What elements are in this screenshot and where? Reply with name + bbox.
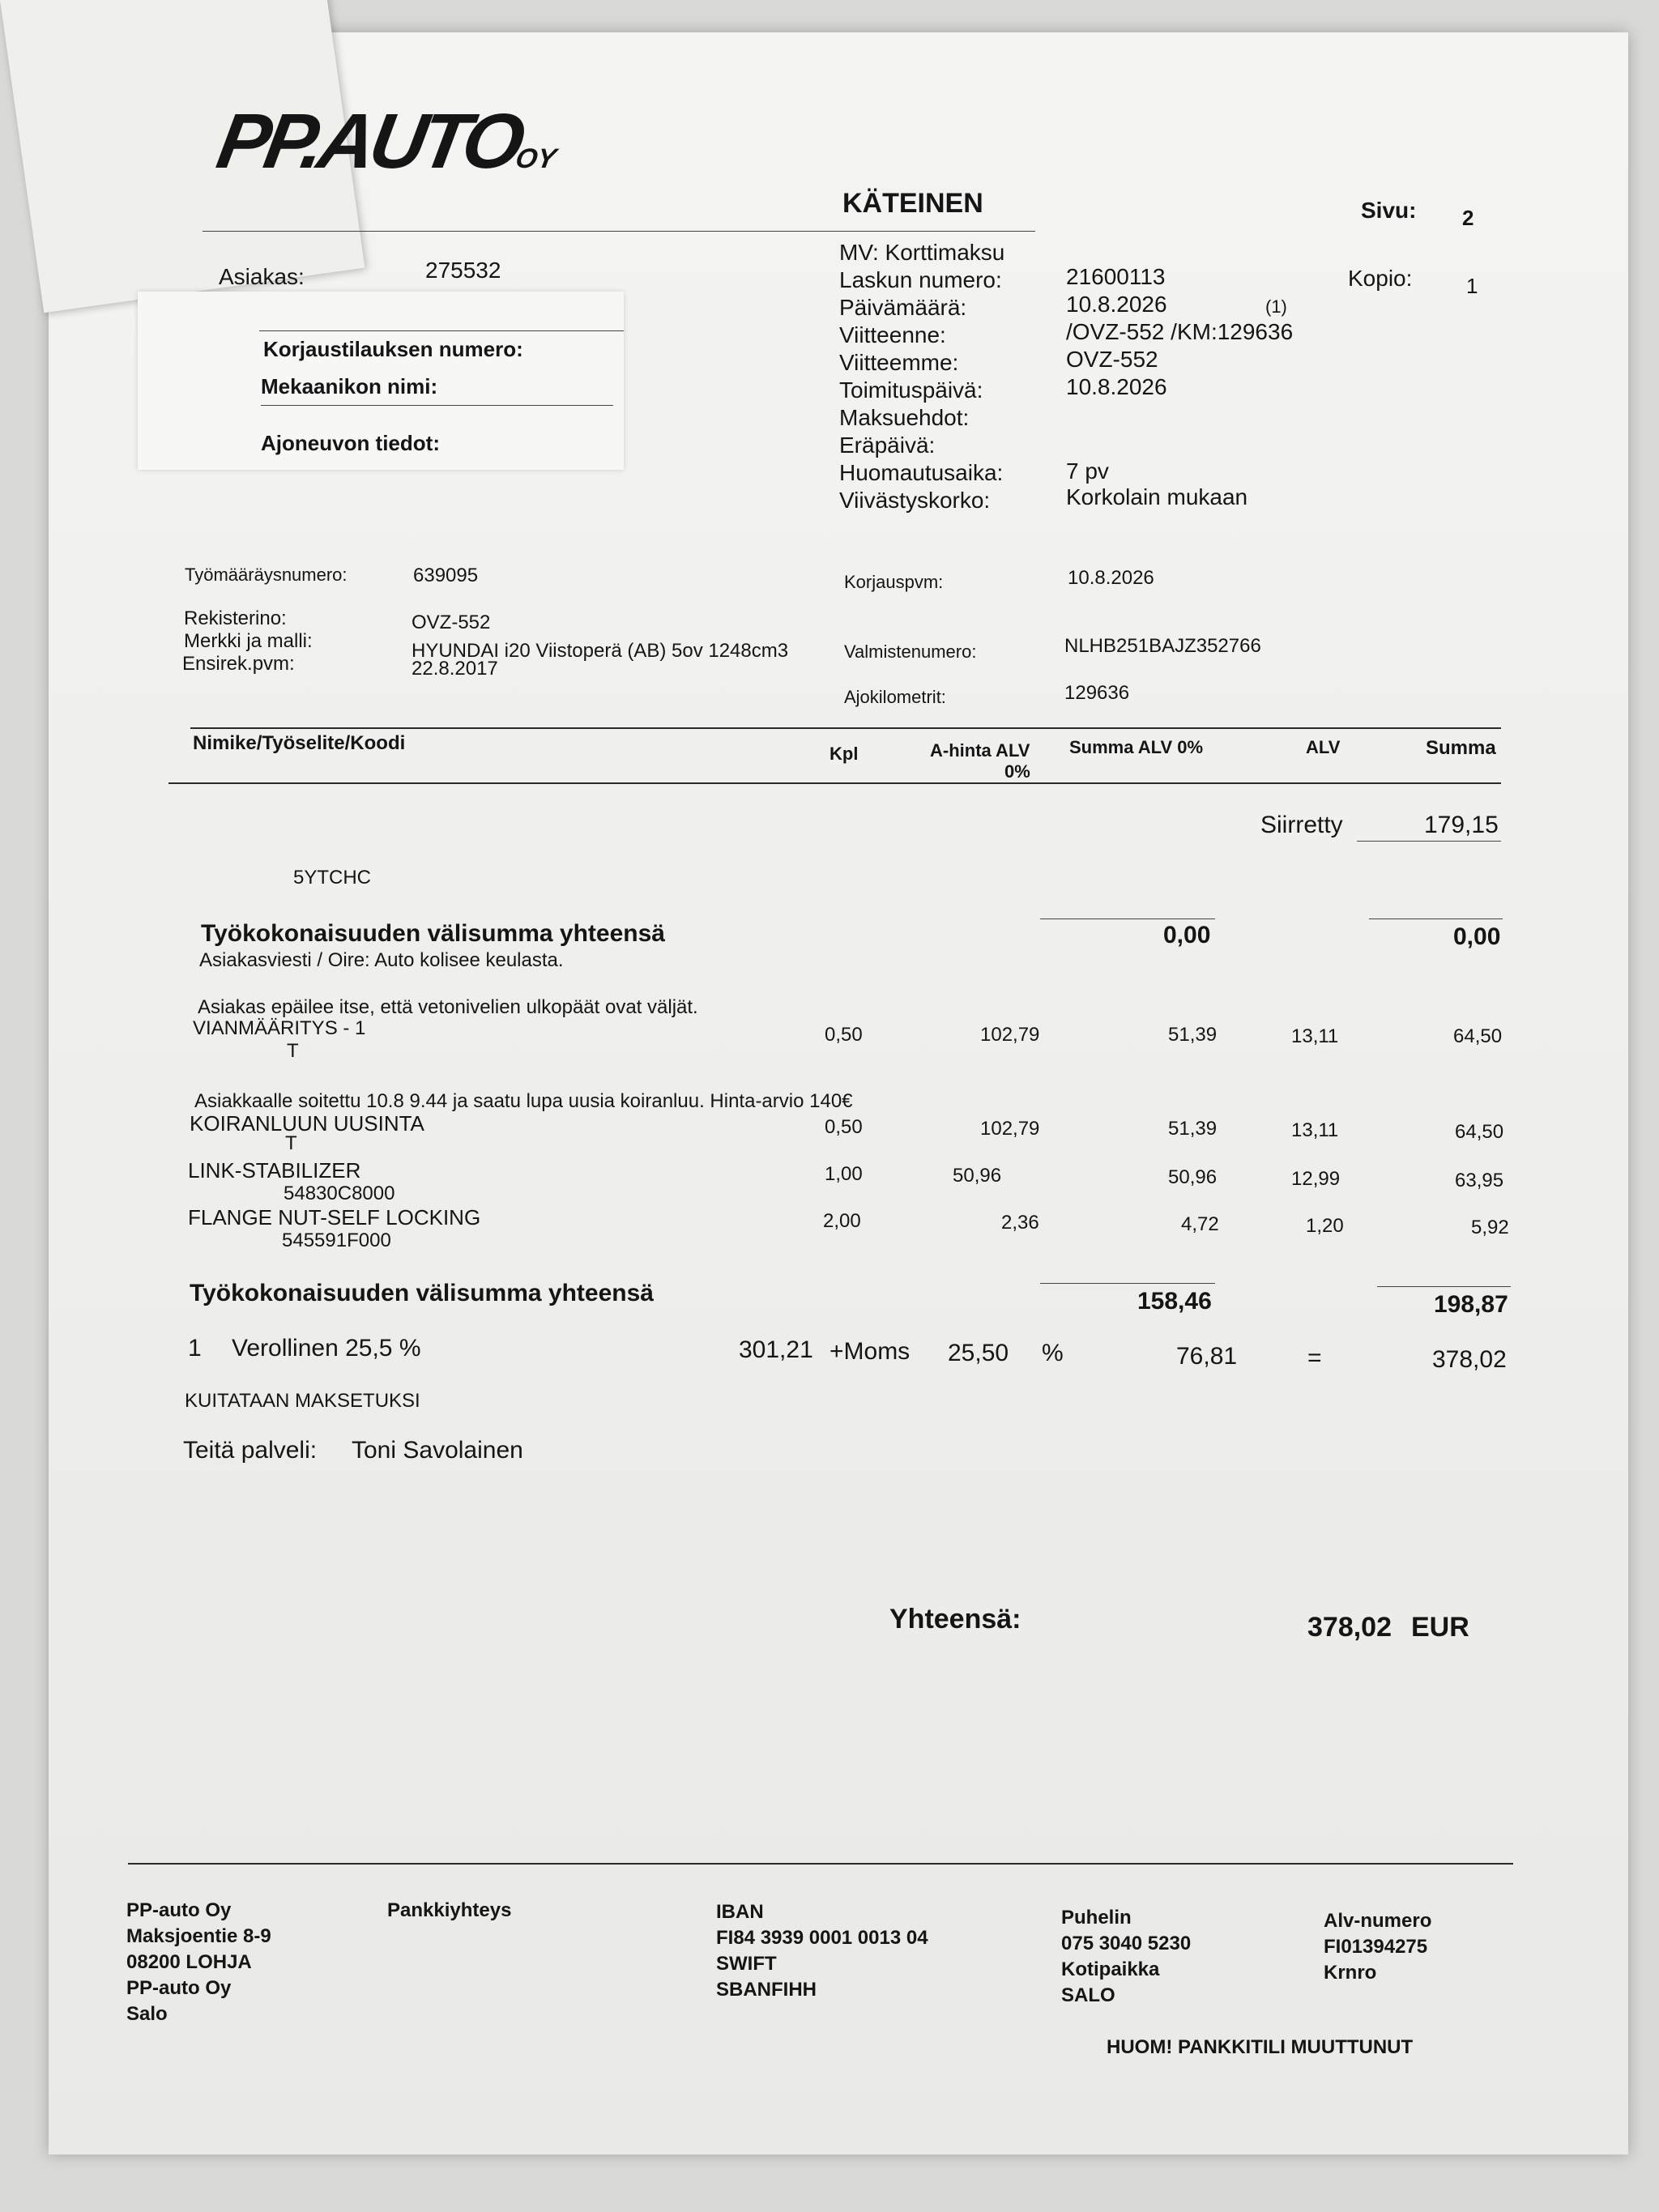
your-reference: /OVZ-552 /KM:129636 bbox=[1066, 319, 1294, 344]
page-label: Sivu: bbox=[1361, 198, 1417, 223]
company-logo: PP.AUTOOY bbox=[211, 98, 559, 185]
mechanic-label: Mekaanikon nimi: bbox=[261, 374, 438, 399]
subtotal2-rule bbox=[1377, 1286, 1511, 1287]
customer-label: Asiakas: bbox=[219, 264, 305, 289]
line-item-price: 2,36 bbox=[1001, 1212, 1039, 1234]
repair-date-label: Korjauspvm: bbox=[844, 572, 944, 592]
served-label: Teitä palveli: bbox=[183, 1437, 318, 1464]
line-item-sum-excl: 50,96 bbox=[1168, 1166, 1218, 1188]
invoice-date: 10.8.2026 bbox=[1066, 292, 1167, 317]
detail-label: Eräpäivä: bbox=[839, 433, 936, 458]
col-item: Nimike/Työselite/Koodi bbox=[193, 732, 406, 754]
subtotal2-sum-excl: 158,46 bbox=[1137, 1288, 1212, 1315]
copy-value: 1 bbox=[1466, 274, 1478, 298]
col-unit-price: A-hinta ALV bbox=[930, 740, 1030, 761]
mechanic-rule bbox=[261, 405, 613, 406]
payment-type: KÄTEINEN bbox=[842, 188, 983, 219]
subtotal2-rule bbox=[1040, 1283, 1215, 1284]
col-sum: Summa bbox=[1426, 737, 1496, 759]
subtotal1-sum: 0,00 bbox=[1453, 923, 1501, 950]
line-item-sub: 545591F000 bbox=[282, 1230, 391, 1251]
vin-label: Valmistenumero: bbox=[844, 641, 977, 662]
footer-vat: Alv-numero FI01394275 Krnro bbox=[1324, 1910, 1432, 1984]
page-value: 2 bbox=[1462, 206, 1474, 230]
work-order-label: Työmääräysnumero: bbox=[185, 565, 348, 585]
table-top-rule bbox=[190, 727, 1501, 729]
km-value: 129636 bbox=[1064, 682, 1130, 704]
work-order-value: 639095 bbox=[413, 565, 479, 586]
tax-base: 301,21 bbox=[739, 1336, 813, 1363]
line-item-price: 102,79 bbox=[980, 1118, 1040, 1140]
table-header-rule bbox=[168, 782, 1501, 784]
tax-total: 378,02 bbox=[1432, 1346, 1507, 1373]
line-item-sum: 63,95 bbox=[1455, 1170, 1504, 1191]
footer-contact: Puhelin 075 3040 5230 Kotipaikka SALO bbox=[1061, 1907, 1192, 2006]
col-sum-excl: Summa ALV 0% bbox=[1069, 737, 1204, 757]
line-item-sub: T bbox=[287, 1040, 299, 1062]
carried-rule bbox=[1357, 841, 1501, 842]
make-value: HYUNDAI i20 Viistoperä (AB) 5ov 1248cm3 bbox=[412, 640, 789, 662]
work-code: 5YTCHC bbox=[293, 867, 372, 889]
line-item-sum: 64,50 bbox=[1453, 1025, 1503, 1047]
tax-num: 1 bbox=[188, 1335, 202, 1362]
first-reg-label: Ensirek.pvm: bbox=[182, 653, 295, 675]
header-rule bbox=[203, 231, 1035, 232]
line-item-price: 102,79 bbox=[980, 1024, 1040, 1046]
footer-bank: IBAN FI84 3939 0001 0013 04 SWIFT SBANFIHH bbox=[716, 1901, 928, 2001]
reg-value: OVZ-552 bbox=[412, 612, 491, 633]
tax-amount: 76,81 bbox=[1176, 1343, 1238, 1370]
line-item-vat: 13,11 bbox=[1291, 1119, 1339, 1141]
line-item-qty: 0,50 bbox=[825, 1116, 863, 1138]
line-item-qty: 1,00 bbox=[825, 1163, 863, 1185]
line-item-sum-excl: 4,72 bbox=[1181, 1213, 1219, 1235]
total-value: 378,02 bbox=[1307, 1612, 1392, 1643]
invoice-number: 21600113 bbox=[1066, 264, 1166, 289]
detail-label: MV: Korttimaksu bbox=[839, 240, 1005, 265]
served-value: Toni Savolainen bbox=[352, 1437, 523, 1464]
detail-label: Viitteemme: bbox=[839, 350, 959, 375]
total-currency: EUR bbox=[1411, 1612, 1469, 1643]
subtotal1-sum-excl: 0,00 bbox=[1163, 922, 1211, 948]
line-item-sum: 64,50 bbox=[1455, 1121, 1504, 1143]
make-label: Merkki ja malli: bbox=[184, 630, 313, 652]
our-reference: OVZ-552 bbox=[1066, 347, 1158, 372]
footer-address: PP-auto Oy Maksjoentie 8-9 08200 LOHJA PP-auto Oy Salo bbox=[126, 1899, 271, 2025]
line-item-name: FLANGE NUT-SELF LOCKING bbox=[188, 1205, 481, 1230]
subtotal1-rule bbox=[1040, 918, 1215, 919]
detail-label: Toimituspäivä: bbox=[839, 377, 983, 403]
footer-rule bbox=[128, 1863, 1513, 1865]
subtotal1-label: Työkokonaisuuden välisumma yhteensä bbox=[201, 920, 665, 947]
line-item-sum-excl: 51,39 bbox=[1168, 1024, 1218, 1046]
line-item-qty: 2,00 bbox=[823, 1210, 861, 1232]
line-item-sum-excl: 51,39 bbox=[1168, 1118, 1218, 1140]
tax-rate: 25,50 bbox=[948, 1340, 1009, 1366]
first-reg-value: 22.8.2017 bbox=[412, 658, 498, 680]
line-item-price: 50,96 bbox=[953, 1165, 1002, 1187]
subtotal2-sum: 198,87 bbox=[1434, 1291, 1508, 1318]
delivery-date: 10.8.2026 bbox=[1066, 374, 1167, 399]
repair-date-value: 10.8.2026 bbox=[1068, 567, 1154, 589]
reg-label: Rekisterino: bbox=[184, 607, 287, 629]
line-item-name: KOIRANLUUN UUSINTA bbox=[190, 1111, 424, 1136]
note: Asiakas epäilee itse, että vetonivelien ulkopäät ovat väljät. bbox=[198, 996, 698, 1018]
line-item-name: VIANMÄÄRITYS - 1 bbox=[193, 1017, 366, 1039]
col-unit-price-2: 0% bbox=[1004, 761, 1030, 782]
line-item-sub: T bbox=[285, 1132, 297, 1154]
bank-change-notice: HUOM! PANKKITILI MUUTTUNUT bbox=[1107, 2036, 1414, 2058]
km-label: Ajokilometrit: bbox=[844, 687, 946, 707]
line-item-sub: 54830C8000 bbox=[284, 1183, 395, 1204]
tax-moms: +Moms bbox=[830, 1338, 911, 1365]
col-vat: ALV bbox=[1306, 737, 1341, 757]
notice-period: 7 pv bbox=[1066, 458, 1109, 484]
line-item-vat: 13,11 bbox=[1291, 1025, 1339, 1047]
subtotal2-label: Työkokonaisuuden välisumma yhteensä bbox=[190, 1280, 654, 1306]
detail-label: Viivästyskorko: bbox=[839, 488, 991, 513]
detail-label: Päivämäärä: bbox=[839, 295, 967, 320]
line-item-vat: 12,99 bbox=[1291, 1168, 1341, 1190]
bank-label: Pankkiyhteys bbox=[387, 1899, 512, 1921]
col-qty: Kpl bbox=[830, 744, 859, 764]
subtotal1-rule bbox=[1369, 918, 1503, 919]
detail-label: Maksuehdot: bbox=[839, 405, 970, 430]
date-note: (1) bbox=[1265, 296, 1287, 317]
detail-label: Laskun numero: bbox=[839, 267, 1002, 292]
customer-value: 275532 bbox=[425, 258, 501, 283]
line-item-qty: 0,50 bbox=[825, 1024, 863, 1046]
vehicle-info-label: Ajoneuvon tiedot: bbox=[261, 431, 440, 455]
detail-label: Huomautusaika: bbox=[839, 460, 1004, 485]
line-item-sum: 5,92 bbox=[1471, 1217, 1509, 1238]
tax-label: Verollinen 25,5 % bbox=[232, 1335, 421, 1362]
repair-order-label: Korjaustilauksen numero: bbox=[263, 337, 523, 361]
tax-pct: % bbox=[1042, 1340, 1064, 1366]
carried-value: 179,15 bbox=[1424, 812, 1499, 838]
carried-label: Siirretty bbox=[1260, 812, 1343, 838]
note: Asiakkaalle soitettu 10.8 9.44 ja saatu lupa uusia koiranluu. Hinta-arvio 140€ bbox=[194, 1090, 853, 1112]
late-interest: Korkolain mukaan bbox=[1066, 484, 1248, 509]
line-item-vat: 1,20 bbox=[1306, 1215, 1344, 1237]
vin-value: NLHB251BAJZ352766 bbox=[1064, 635, 1261, 657]
detail-label: Viitteenne: bbox=[839, 322, 946, 347]
line-item-name: LINK-STABILIZER bbox=[188, 1158, 361, 1183]
order-box-rule bbox=[259, 330, 624, 331]
total-label: Yhteensä: bbox=[889, 1604, 1021, 1634]
receipt-note: KUITATAAN MAKSETUKSI bbox=[185, 1390, 420, 1412]
copy-label: Kopio: bbox=[1348, 266, 1413, 291]
tax-eq: = bbox=[1307, 1345, 1322, 1371]
customer-message: Asiakasviesti / Oire: Auto kolisee keulasta. bbox=[199, 949, 564, 971]
